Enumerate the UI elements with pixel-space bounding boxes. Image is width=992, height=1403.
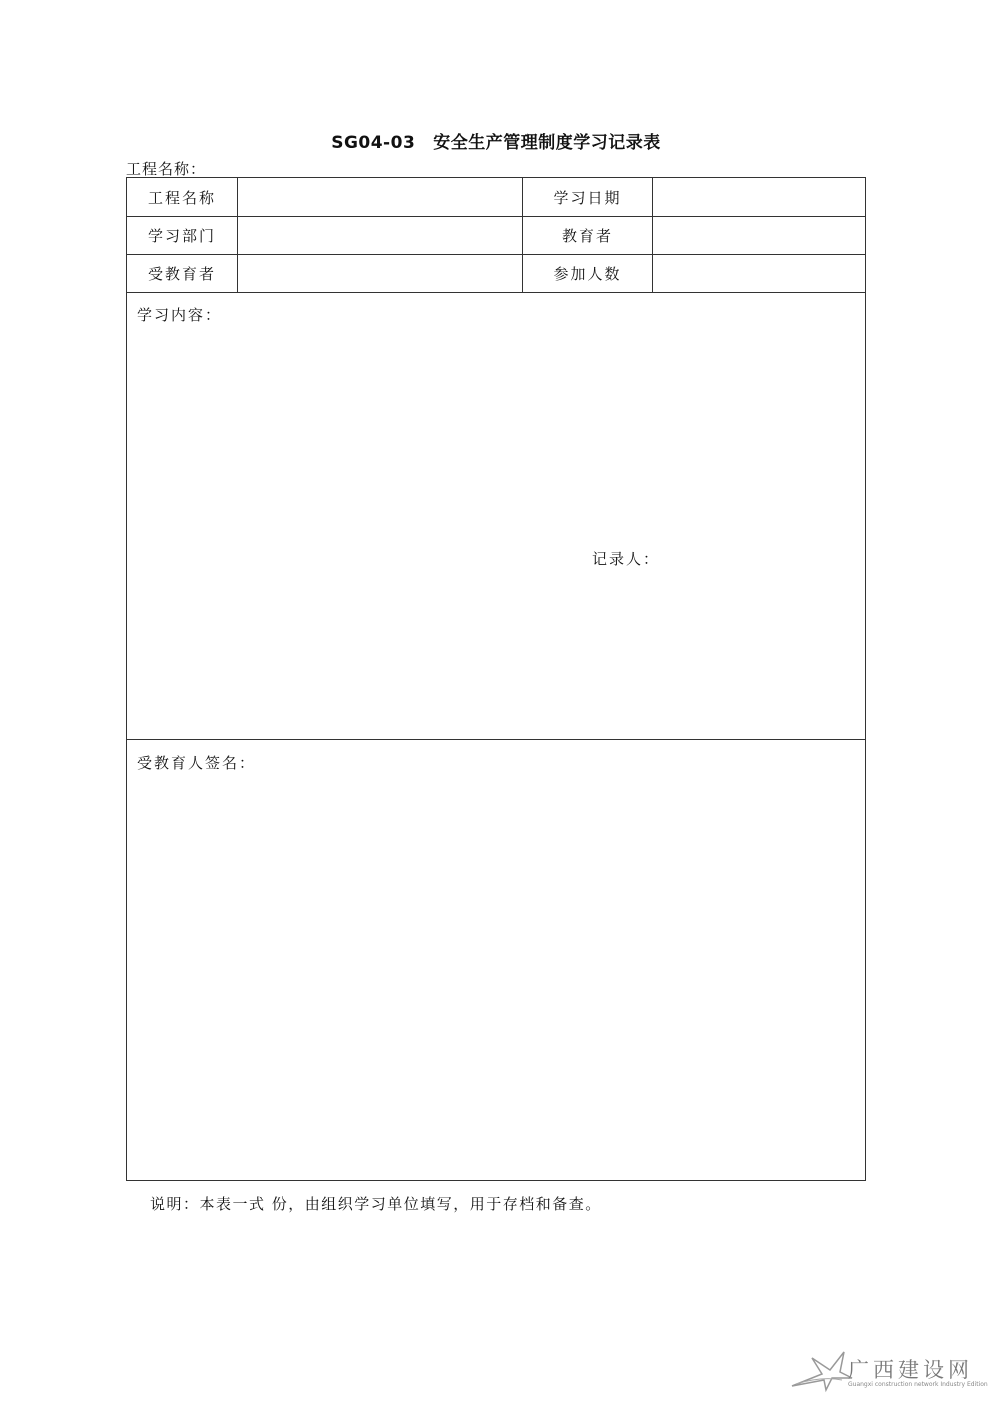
trainees-field[interactable] (238, 254, 523, 292)
signature-section[interactable] (127, 740, 865, 1180)
participant-count-field[interactable] (653, 254, 865, 292)
watermark-subtitle: Guangxi construction network Industry Edition (848, 1381, 988, 1388)
study-date-label: 学习日期 (523, 178, 653, 216)
form-code: SG04-03 (331, 133, 416, 153)
watermark-name: 广西建设网 (848, 1358, 973, 1382)
project-name-label: 工程名称 (127, 178, 238, 216)
study-department-label: 学习部门 (127, 216, 238, 254)
educator-label: 教育者 (523, 216, 653, 254)
form-title-text: 安全生产管理制度学习记录表 (433, 133, 661, 153)
study-content-label: 学习内容： (137, 306, 223, 324)
project-name-line: 工程名称： (126, 160, 207, 178)
signature-label: 受教育人签名： (137, 754, 257, 772)
participant-count-label: 参加人数 (523, 254, 653, 292)
project-name-field[interactable] (238, 178, 523, 216)
trainees-label: 受教育者 (127, 254, 238, 292)
educator-field[interactable] (653, 216, 865, 254)
study-content-section[interactable] (127, 292, 865, 740)
table-row (127, 254, 865, 293)
recorder-label: 记录人： (592, 550, 661, 568)
record-form-table (126, 177, 866, 1181)
form-note: 说明：本表一式 份，由组织学习单位填写，用于存档和备查。 (150, 1195, 602, 1213)
study-date-field[interactable] (653, 178, 865, 216)
page-title (0, 128, 992, 153)
table-row (127, 216, 865, 255)
table-row (127, 178, 865, 217)
study-department-field[interactable] (238, 216, 523, 254)
